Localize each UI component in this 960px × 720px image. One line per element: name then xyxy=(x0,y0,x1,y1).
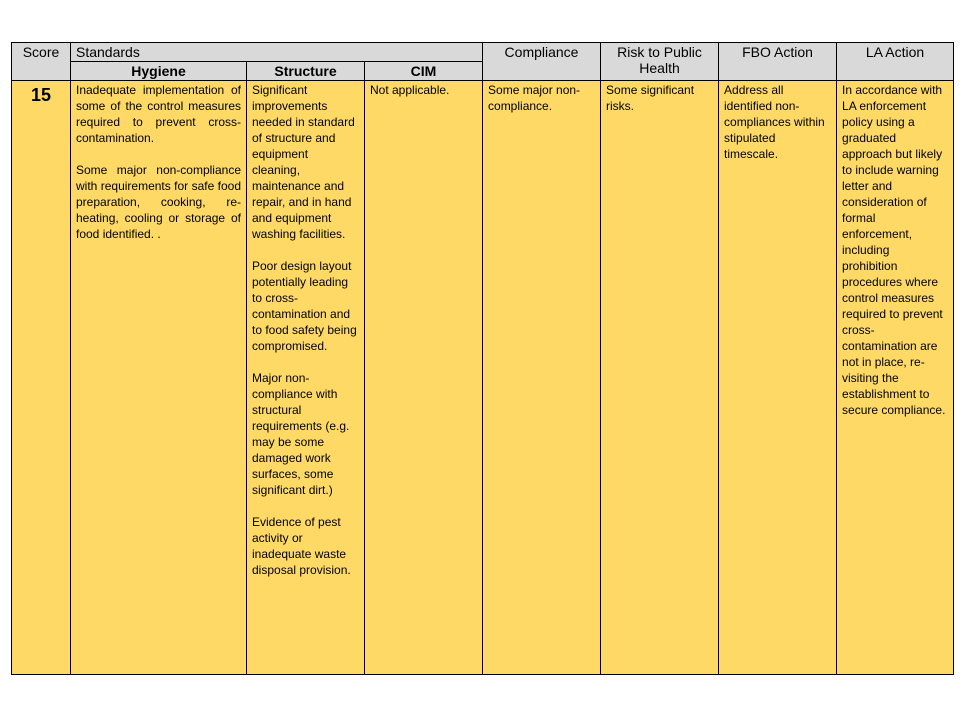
hygiene-header: Hygiene xyxy=(71,62,247,81)
fbo-action-header: FBO Action xyxy=(719,43,837,81)
structure-text: Significant improvements needed in standard of structure and equipment cleaning, maintenance and repair, and in hand and equipment washing facilities. xyxy=(252,83,355,241)
structure-text: Major non-compliance with structural requirements (e.g. may be some damaged work surfaces, some significant dirt.) xyxy=(252,371,350,497)
table-row xyxy=(12,81,954,675)
structure-text: Evidence of pest activity or inadequate waste disposal provision. xyxy=(252,515,351,577)
fbo-action-cell: Address all identified non-compliances within stipulated timescale. xyxy=(719,81,837,675)
compliance-header: Compliance xyxy=(483,43,601,81)
risk-cell: Some significant risks. xyxy=(601,81,719,675)
structure-text: Poor design layout potentially leading to cross-contamination and to food safety being compromised. xyxy=(252,259,357,353)
hygiene-text: Inadequate implementation of some of the control measures required to prevent cross-contamination. xyxy=(76,83,241,145)
score-header: Score xyxy=(12,43,71,81)
hygiene-cell xyxy=(71,81,247,675)
cim-header: CIM xyxy=(365,62,483,81)
compliance-cell: Some major non-compliance. xyxy=(483,81,601,675)
score-value: 15 xyxy=(12,81,71,675)
la-action-cell: In accordance with LA enforcement policy using a graduated approach but likely to include warning letter and consideration of formal enforcement, including prohibition procedures where control measures required to prevent cross-contamination are not in place, re-visiting the establishment to secure compliance. xyxy=(837,81,954,675)
risk-header: Risk to Public Health xyxy=(601,43,719,81)
structure-cell xyxy=(247,81,365,675)
hygiene-text: Some major non-compliance with requirements for safe food preparation, cooking, re-heating, cooling or storage of food identified. . xyxy=(76,163,241,241)
standards-header: Standards xyxy=(71,43,483,62)
structure-header: Structure xyxy=(247,62,365,81)
cim-cell: Not applicable. xyxy=(365,81,483,675)
la-action-header: LA Action xyxy=(837,43,954,81)
score-standards-table xyxy=(11,42,954,675)
